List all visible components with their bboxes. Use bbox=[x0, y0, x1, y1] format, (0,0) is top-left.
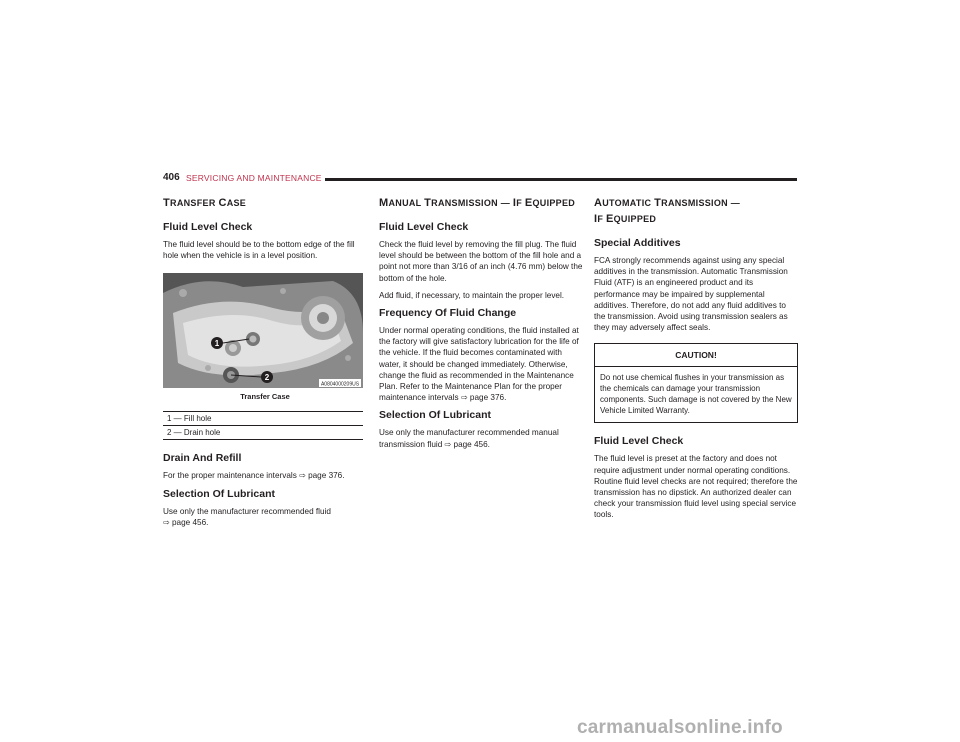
figure-code: A0804000209US bbox=[320, 381, 360, 388]
paragraph-fluid-level: The fluid level is preset at the factory and does not require adjustment under normal operating conditions. Routine fluid level checks are not required; therefore the transmission has no dipstick. An authorized dealer can check your transmission fluid level using special service tools. bbox=[594, 454, 798, 520]
page-reference-link[interactable]: ⇨ page 456. bbox=[163, 517, 209, 527]
page-reference-link[interactable]: ⇨ page 456. bbox=[444, 439, 490, 449]
paragraph-selection-lubricant: Use only the manufacturer recommended manual transmission fluid ⇨ page 456. bbox=[379, 428, 559, 449]
arrow-right-icon: ⇨ bbox=[460, 393, 468, 403]
callout-1-label: 1 bbox=[214, 339, 220, 349]
page-reference-link[interactable]: ⇨ page 376. bbox=[299, 471, 345, 481]
watermark: carmanualsonline.info bbox=[577, 717, 783, 738]
callout-2-label: 2 bbox=[264, 373, 270, 383]
column-transfer-case bbox=[163, 195, 367, 534]
arrow-right-icon: ⇨ bbox=[163, 517, 170, 527]
paragraph-special-additives: FCA strongly recommends against using any special additives in the transmission. Automatic Transmission Fluid (ATF) is an engineered product and its performance may be impaired by supplemental additives. Therefore, do not add any fluid additives to the transmission. Avoid using transmission sealers as they may adversely affect seals. bbox=[594, 256, 788, 333]
subheading-special-additives: Special Additives bbox=[594, 237, 681, 249]
transfer-case-figure bbox=[163, 273, 363, 388]
transfer-case-illustration bbox=[163, 273, 363, 388]
subheading-fluid-level: Fluid Level Check bbox=[163, 221, 253, 233]
subheading-drain-refill: Drain And Refill bbox=[163, 452, 242, 465]
heading-manual-transmission: MANUAL TRANSMISSION — IF EQUIPPED bbox=[379, 197, 576, 209]
subheading-selection-lubricant: Selection Of Lubricant bbox=[163, 487, 276, 500]
column-automatic-transmission bbox=[594, 195, 798, 527]
paragraph-fluid-level: The fluid level should be to the bottom edge of the fill hole when the vehicle is in a level position. bbox=[163, 240, 355, 261]
caution-heading: CAUTION! bbox=[595, 344, 797, 367]
section-title: SERVICING AND MAINTENANCE bbox=[186, 173, 322, 183]
page-reference-link[interactable]: ⇨ page 376. bbox=[460, 393, 507, 403]
subheading-fluid-level: Fluid Level Check bbox=[379, 221, 469, 233]
header-rule bbox=[325, 178, 797, 181]
subheading-selection-lubricant: Selection Of Lubricant bbox=[379, 409, 492, 422]
figure-legend bbox=[163, 411, 363, 440]
paragraph-frequency: Under normal operating conditions, the fluid installed at the factory will give satisfactory lubrication for the life of the vehicle. If the fluid becomes contaminated with water, it should be changed immediately. Otherwise, change the fluid as recommended in the Maintenance Plan. Refer to the Maintenance Plan for the proper maintenance intervals ⇨ page 376. bbox=[379, 326, 579, 403]
page-number: 406 bbox=[163, 172, 180, 183]
caution-box bbox=[594, 343, 798, 423]
heading-transfer-case: TRANSFER CASE bbox=[163, 197, 247, 209]
arrow-right-icon: ⇨ bbox=[444, 439, 452, 449]
arrow-right-icon: ⇨ bbox=[299, 471, 306, 481]
caution-text: Do not use chemical flushes in your transmission as the chemicals can damage your transmission components. Such damage is not covered by the New Vehicle Limited Warranty. bbox=[600, 373, 792, 416]
figure-caption: Transfer Case bbox=[240, 392, 290, 402]
paragraph-drain-refill: For the proper maintenance intervals ⇨ page 376. bbox=[163, 471, 345, 481]
heading-automatic-transmission: AUTOMATIC TRANSMISSION — IF EQUIPPED bbox=[594, 197, 741, 225]
paragraph-fluid-level: Check the fluid level by removing the fill plug. The fluid level should be between the bottom of the fill hole and a point not more than 3/16 of an inch (4.76 mm) below the bottom of the hole. bbox=[379, 240, 583, 283]
subheading-fluid-level: Fluid Level Check bbox=[594, 435, 684, 448]
paragraph-selection-lubricant: Use only the manufacturer recommended fluid ⇨ page 456. bbox=[163, 506, 331, 527]
legend-item: 1 — Fill hole bbox=[167, 414, 212, 424]
page-header bbox=[163, 172, 797, 184]
paragraph-add-fluid: Add fluid, if necessary, to maintain the proper level. bbox=[379, 290, 565, 300]
legend-item: 2 — Drain hole bbox=[163, 425, 363, 439]
subheading-frequency: Frequency Of Fluid Change bbox=[379, 307, 517, 320]
column-manual-transmission bbox=[379, 195, 583, 456]
